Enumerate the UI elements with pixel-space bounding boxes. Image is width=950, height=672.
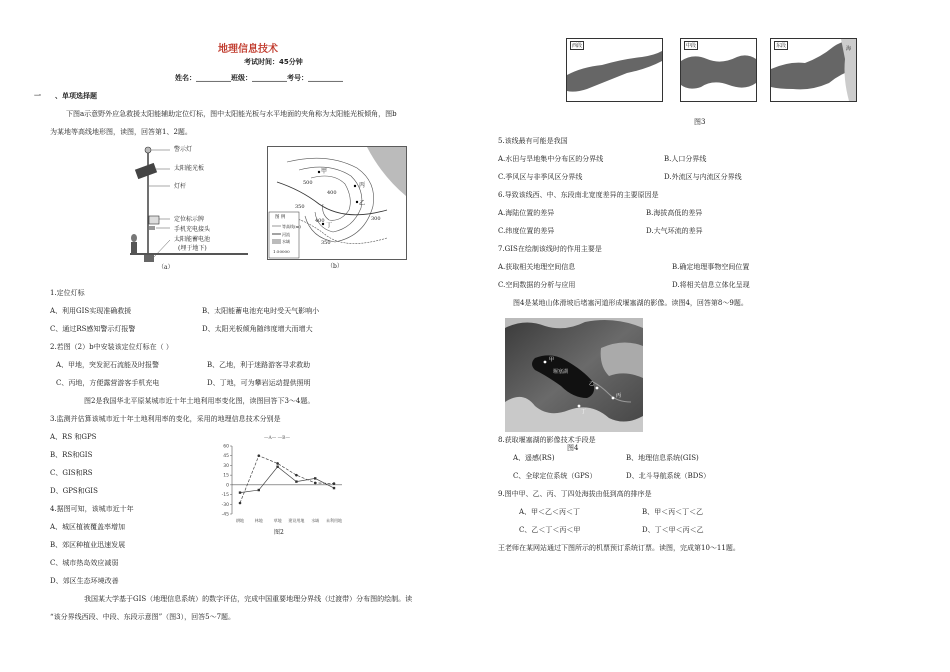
q3-option-b: B、RS和GIS [50,451,93,459]
legend-water: 水域 [282,239,290,244]
q8-stem: 8.获取堰塞湖的影像技术手段是 [498,436,596,444]
q2-option-a: A、甲地，突发泥石流能及时报警 [56,361,160,369]
q5-option-c: C.季风区与非季风区分界线 [498,173,583,181]
chart-legend: —A— —B— [264,436,290,441]
intro-1-line1: 下图a示意野外应急救援太阳能辅助定位灯标，图中太阳能光板与水平地面的夹角称为太阳能光板倾角，图b [66,110,397,118]
chart-y-tick-label: 0 [226,483,229,489]
q6-option-c: C.纬度位置的差异 [498,227,555,235]
lamp-label-pole: 灯杆 [174,183,187,190]
legend-scale: 1:50000 [273,249,290,254]
fig3-panel-east [770,38,857,102]
contour-label-350-a: 350 [295,204,305,210]
fig3-label-middle: 中段 [686,43,697,49]
q7-option-c: C.空间数据的分析与应用 [498,281,576,289]
figure-contour [267,146,407,272]
fig4-point-jia: 甲 [549,357,555,363]
chart-point [258,489,260,491]
q7-option-d: D.将相关信息立体化呈现 [672,281,750,289]
q1-option-c: C、通过RS感知警示灯报警 [50,325,136,333]
figure-lamp [130,142,248,272]
fig4-point-yi: 乙 [589,381,595,387]
q8-option-b: B、地理信息系统(GIS) [626,454,699,462]
fig4-satellite-image [505,318,643,432]
legend-river: 河流 [282,232,290,237]
intro-3-line1: 我国某大学基于GIS（地理信息系统）的数字评估，完成中国重要地理分界线（过渡带）分布图的绘制。读 [84,595,413,603]
lamp-label-underground: (埋于地下) [178,245,207,252]
q5-stem: 5.该线最有可能是我国 [498,137,568,145]
chart-point [295,474,298,477]
point-yi: 乙 [359,200,366,207]
chart-x-tick-label: 建设用地 [288,518,305,523]
q9-option-d: D、丁＜甲＜丙＜乙 [642,526,704,534]
land-use-chart [212,436,362,532]
q6-option-a: A.海陆位置的差异 [498,209,555,217]
q2-option-c: C、丙地，方便露营游客手机充电 [56,379,160,387]
exam-time: 考试时间：45分钟 [244,58,303,66]
lamp-label-battery: 太阳能蓄电池 [174,236,211,243]
intro-3-line2: “该分界线西段、中段、东段示意图”（图3），回答5～7题。 [50,613,236,621]
student-info-line: 姓名：__________班级：__________考号：__________ [175,74,343,82]
figure-land-use-chart [212,436,362,540]
section-number: 一 [34,92,41,100]
q2-stem: 2.若图（2）b中安装该定位灯标在（ ） [50,343,173,351]
intro-2: 图2是我国华北平原某城市近十年土地利用率变化图，读图回答下3～4题。 [84,397,315,405]
point-ding: 丁 [326,222,333,229]
page-title: 地理信息技术 [218,44,278,55]
intro-1-line2: 为某地等高线地形图，读图，回答第1、2题。 [50,128,192,136]
contour-label-400-b: 400 [315,218,325,224]
lamp-label-sign: 定位标示牌 [174,216,205,223]
figure-b-caption: （b） [327,263,343,270]
chart-y-tick-label: -45 [221,512,229,518]
chart-x-tick-label: 草地 [273,518,282,523]
q9-stem: 9.图中甲、乙、丙、丁四处海拔由低到高的排序是 [498,490,652,498]
chart-x-tick-label: 未利用地 [326,518,342,523]
q9-option-b: B、甲＜丙＜丁＜乙 [642,508,704,516]
contour-label-350-b: 350 [321,240,331,246]
fig3-caption: 图3 [694,118,706,126]
fig3-panel-west [566,38,663,102]
q1-stem: 1.定位灯标 [50,289,85,297]
intro-5: 王老师在某网站通过下图所示的机票预订系统订票。读图，完成第10～11题。 [498,544,740,552]
chart-point [239,491,241,493]
chart-point [258,454,261,457]
q9-option-a: A、甲＜乙＜丙＜丁 [519,508,581,516]
intro-4: 图4是某地山体滑坡后堵塞河道形成堰塞湖的影像。读图4，回答第8～9题。 [513,299,748,307]
q7-option-b: B.确定地理事物空间位置 [672,263,750,271]
q6-stem: 6.导致该线西、中、东段南北宽度差异的主要原因是 [498,191,659,199]
fig4-caption: 图4 [567,444,579,452]
chart-y-tick-label: 30 [223,463,229,469]
q3-stem: 3.监测并估算该城市近十年土地利用率的变化，采用的地理信息技术分别是 [50,415,281,423]
q8-option-d: D、北斗导航系统（BDS） [626,472,711,480]
chart-x-tick-label: 水域 [311,518,320,523]
chart-y-tick-label: 15 [223,473,229,479]
chart-x-tick-label: 耕地 [236,518,244,523]
contour-label-400-a: 400 [327,190,337,196]
q4-option-b: B、郊区种植业迅速发展 [50,541,126,549]
fig3-panel-middle [680,38,757,102]
chart-point [314,482,317,485]
q6-option-b: B.海拔高低的差异 [646,209,703,217]
figure-a-caption: （a） [158,264,174,271]
chart-point [333,487,335,489]
q1-option-d: D、太阳光板倾角随纬度增大而增大 [202,325,313,333]
chart-y-tick-label: 60 [223,444,229,450]
q8-option-c: C、全球定位系统（GPS） [513,472,597,480]
legend-title: 图 例 [275,215,286,220]
legend-contour: 等高线(m) [282,224,301,229]
q3-option-c: C、GIS和RS [50,469,93,477]
q4-option-d: D、郊区生态环境改善 [50,577,119,585]
q8-option-a: A、遥感(RS) [513,454,555,462]
contour-map [267,146,407,264]
fig4-lake-label: 堰塞湖 [553,369,569,375]
q5-option-b: B.人口分界线 [664,155,707,163]
chart-point [295,480,297,482]
fig4-point-ding: 丁 [581,409,587,415]
q4-option-a: A、城区植被覆盖率增加 [50,523,126,531]
chart-point [314,477,316,479]
contour-label-300: 300 [371,216,381,222]
point-jia: 甲 [321,168,328,175]
chart-point [239,502,242,505]
fig3-label-east: 东段 [776,43,787,49]
chart-x-tick-label: 林地 [254,518,263,523]
lamp-label-warning-light: 警示灯 [174,146,193,153]
q5-option-a: A.水田与旱地集中分布区的分界线 [498,155,604,163]
chart-y-tick-label: -15 [221,493,229,499]
chart-y-tick-label: 45 [223,454,229,460]
chart-caption: 图2 [274,529,284,536]
q5-option-d: D.外流区与内流区分界线 [664,173,742,181]
q2-option-d: D、丁地，可为攀岩运动提供照明 [207,379,311,387]
section-title: 、单项选择题 [55,92,97,100]
q7-stem: 7.GIS在绘制该线时的作用主要是 [498,245,602,253]
chart-point [333,482,336,485]
chart-point [276,466,278,468]
chart-series-line-0 [240,456,334,503]
q1-option-a: A、利用GIS实现准确救援 [50,307,132,315]
fig4-point-bing: 丙 [616,393,622,399]
q1-option-b: B、太阳能蓄电池充电时受天气影响小 [202,307,320,315]
q2-option-b: B、乙地，利于迷路游客寻求救助 [207,361,311,369]
chart-y-tick-label: -30 [221,502,229,508]
q6-option-d: D.大气环流的差异 [646,227,703,235]
lamp-label-solar-panel: 太阳能光板 [174,165,205,172]
chart-series-line-1 [240,467,334,493]
fig3-label-west: 西段 [572,43,583,49]
q3-option-d: D、GPS和GIS [50,487,98,495]
fig3-sea-label: 海 [846,46,852,52]
chart-point [276,462,279,465]
q4-option-c: C、城市热岛效应减弱 [50,559,119,567]
point-bing: 丙 [359,182,366,189]
contour-label-500: 500 [303,180,313,186]
q9-option-c: C、乙＜丁＜丙＜甲 [519,526,581,534]
q7-option-a: A.获取相关地理空间信息 [498,263,576,271]
q3-option-a: A、RS 和GPS [50,433,97,441]
q4-stem: 4.据图可知，该城市近十年 [50,505,134,513]
lamp-label-charger: 手机充电接头 [174,226,211,233]
